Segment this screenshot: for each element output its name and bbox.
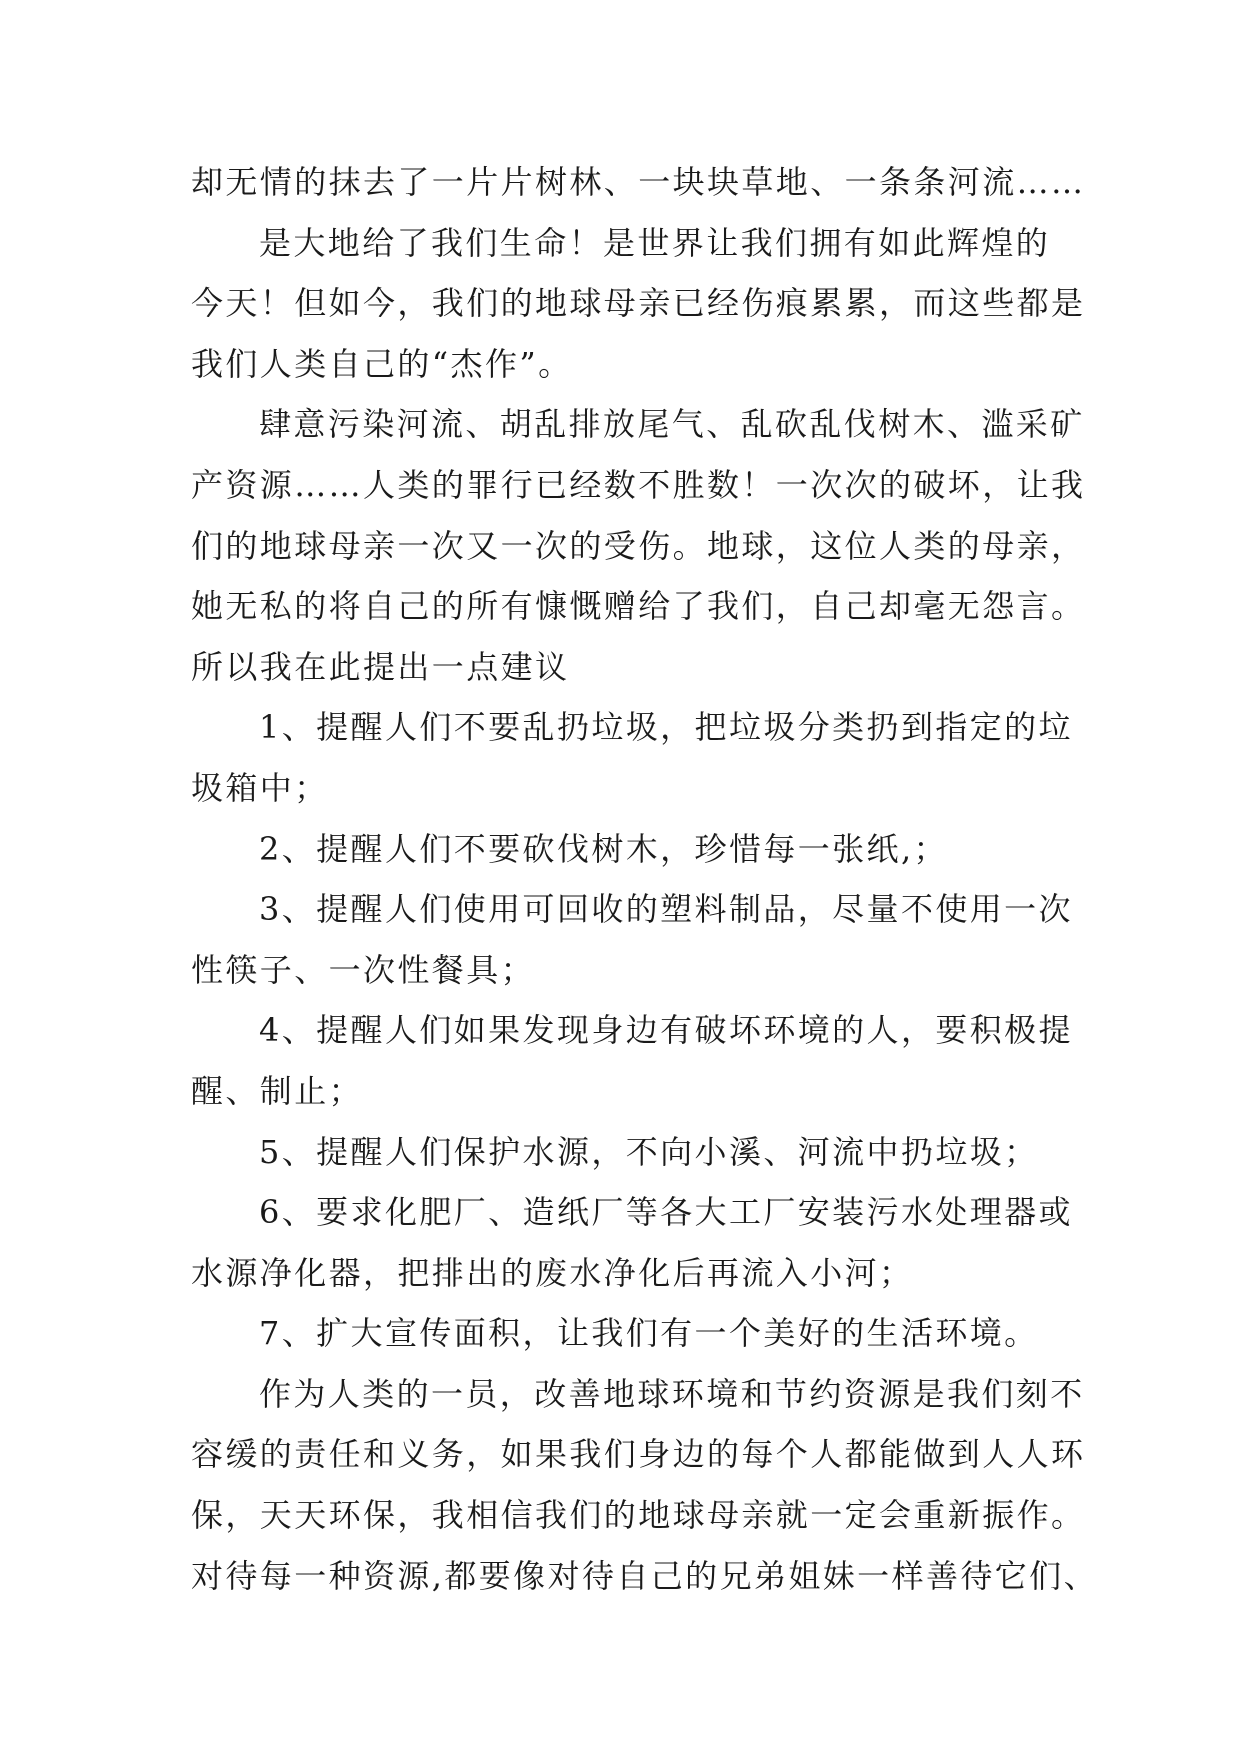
text-line: 她无私的将自己的所有慷慨赠给了我们，自己却毫无怨言。 [191, 587, 1086, 626]
text-line: 却无情的抹去了一片片树林、一块块草地、一条条河流…… [191, 163, 1086, 201]
text-line: 容缓的责任和义务，如果我们身边的每个人都能做到人人环 [191, 1435, 1086, 1474]
list-item-line: 1、提醒人们不要乱扔垃圾，把垃圾分类扔到指定的垃 [259, 708, 1073, 747]
list-item-line: 水源净化器，把排出的废水净化后再流入小河； [191, 1253, 914, 1292]
text-line: 对待每一种资源,都要像对待自己的兄弟姐妹一样善待它们、 [191, 1556, 1098, 1595]
text-line: 我们人类自己的“杰作”。 [191, 344, 573, 383]
text-line: 所以我在此提出一点建议 [191, 647, 570, 686]
text-line: 保，天天环保，我相信我们的地球母亲就一定会重新振作。 [191, 1496, 1086, 1535]
text-line: 们的地球母亲一次又一次的受伤。地球，这位人类的母亲， [191, 526, 1086, 565]
list-item-line: 5、提醒人们保护水源，不向小溪、河流中扔垃圾； [259, 1132, 1039, 1171]
list-item-line: 3、提醒人们使用可回收的塑料制品，尽量不使用一次 [259, 890, 1073, 929]
list-item-line: 醒、制止； [191, 1071, 364, 1110]
text-line: 肆意污染河流、胡乱排放尾气、乱砍乱伐树木、滥采矿 [259, 405, 1085, 444]
text-line: 是大地给了我们生命！是世界让我们拥有如此辉煌的 [259, 223, 1051, 262]
list-item-line: 6、要求化肥厂、造纸厂等各大工厂安装污水处理器或 [259, 1193, 1073, 1232]
text-line: 产资源……人类的罪行已经数不胜数！一次次的破坏，让我 [191, 465, 1086, 504]
list-item-line: 2、提醒人们不要砍伐树木，珍惜每一张纸,； [259, 829, 948, 868]
text-line: 今天！但如今，我们的地球母亲已经伤痕累累，而这些都是 [191, 284, 1086, 323]
list-item-line: 性筷子、一次性餐具； [191, 950, 536, 989]
list-item-line: 圾箱中； [191, 768, 329, 807]
list-item-line: 4、提醒人们如果发现身边有破坏环境的人，要积极提 [259, 1011, 1073, 1050]
list-item-line: 7、扩大宣传面积，让我们有一个美好的生活环境。 [259, 1314, 1039, 1353]
document-body [191, 152, 1098, 1606]
text-line: 作为人类的一员，改善地球环境和节约资源是我们刻不 [259, 1374, 1085, 1413]
